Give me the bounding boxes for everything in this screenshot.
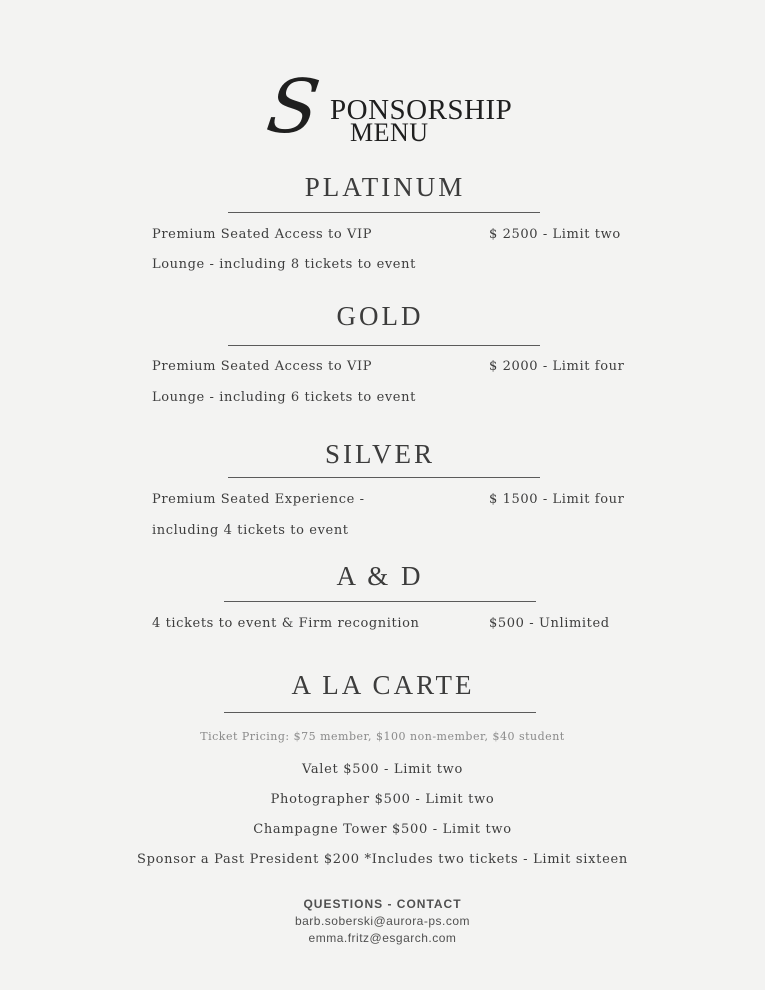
gold-price: $ 2000 - Limit four <box>489 359 625 374</box>
platinum-description-line-1: Premium Seated Access to VIP <box>152 227 373 242</box>
contact-email-emma[interactable]: emma.fritz@esgarch.com <box>308 931 457 945</box>
divider-gold <box>228 345 540 346</box>
platinum-price: $ 2500 - Limit two <box>489 227 621 242</box>
contact-heading: QUESTIONS - CONTACT <box>303 897 462 911</box>
silver-description-line-1: Premium Seated Experience - <box>152 492 365 507</box>
section-title-a-and-d: A & D <box>336 561 424 591</box>
logo-initial: S <box>261 64 325 150</box>
a-la-carte-item-past-president: Sponsor a Past President $200 *Includes two tickets - Limit sixteen <box>137 852 628 867</box>
a-and-d-description: 4 tickets to event & Firm recognition <box>152 616 420 631</box>
logo-word-sponsorship: PONSORSHIP <box>330 94 513 126</box>
divider-a-and-d <box>224 601 536 602</box>
divider-a-la-carte <box>224 712 536 713</box>
silver-description-line-2: including 4 tickets to event <box>152 523 349 538</box>
gold-description-line-1: Premium Seated Access to VIP <box>152 359 373 374</box>
a-la-carte-item-champagne-tower: Champagne Tower $500 - Limit two <box>253 822 512 837</box>
section-title-gold: GOLD <box>336 301 424 331</box>
logo-word-menu: MENU <box>350 118 429 147</box>
contact-email-barb[interactable]: barb.soberski@aurora-ps.com <box>294 914 471 928</box>
section-title-silver: SILVER <box>324 439 436 469</box>
section-title-a-la-carte: A LA CARTE <box>291 670 475 700</box>
platinum-description-line-2: Lounge - including 8 tickets to event <box>152 257 416 272</box>
gold-description-line-2: Lounge - including 6 tickets to event <box>152 390 416 405</box>
divider-silver <box>228 477 540 478</box>
section-title-platinum: PLATINUM <box>304 172 466 202</box>
a-la-carte-item-valet: Valet $500 - Limit two <box>301 762 464 777</box>
divider-platinum <box>228 212 540 213</box>
a-and-d-price: $500 - Unlimited <box>489 616 610 631</box>
a-la-carte-item-photographer: Photographer $500 - Limit two <box>270 792 495 807</box>
silver-price: $ 1500 - Limit four <box>489 492 625 507</box>
ticket-pricing-note: Ticket Pricing: $75 member, $100 non-member, $40 student <box>200 730 565 743</box>
